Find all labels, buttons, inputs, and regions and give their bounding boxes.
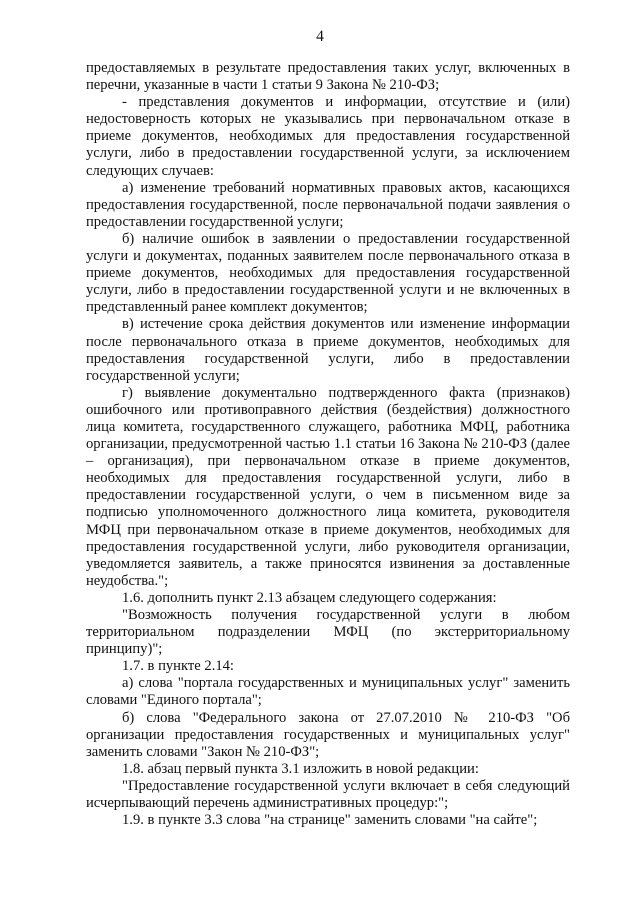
paragraph-quote-1-6: "Возможность получения государственной услуги в любом территориальном подразделении МФЦ (по экстерриториальному принципу)"; (86, 607, 570, 658)
document-body (86, 60, 570, 829)
paragraph-dash-item: - представления документов и информации, отсутствие и (или) недостоверность которых не указывались при первоначальном отказе в приеме документов, необходимых для предоставления государственной услуги, либо в предоставлении государственной услуги, за исключением следующих случаев: (86, 94, 570, 179)
paragraph-case-g: г) выявление документально подтвержденного факта (признаков) ошибочного или противоправного действия (бездействия) должностного лица комитета, государственного служащего, работника МФЦ, работника организации, предусмотренной частью 1.1 статьи 16 Закона № 210-ФЗ (далее – организация), при первоначальном отказе в приеме документов, необходимых для предоставления государственной услуги, либо в предоставлении государственной услуги, о чем в письменном виде за подписью уполномоченного должностного лица комитета, руководителя МФЦ при первоначальном отказе в приеме документов, необходимых для предоставления государственной услуги, либо руководителя организации, уведомляется заявитель, а также приносятся извинения за доставленные неудобства."; (86, 384, 570, 589)
page-number: 4 (316, 28, 324, 45)
paragraph-item-1-7: 1.7. в пункте 2.14: (122, 658, 234, 675)
paragraph-item-1-6: 1.6. дополнить пункт 2.13 абзацем следующего содержания: (122, 589, 497, 606)
paragraph-case-b: б) наличие ошибок в заявлении о предоставлении государственной услуги и документах, поданных заявителем после первоначального отказа в приеме документов, необходимых для предоставления государственной услуги, либо в предоставлении государственной услуги и не включенных в представленный ранее комплект документов; (86, 230, 570, 316)
paragraph-case-a: а) изменение требований нормативных правовых актов, касающихся предоставления государственной, после первоначальной подачи заявления о предоставлении государственной услуги; (86, 179, 570, 230)
paragraph-quote-1-8: "Предоставление государственной услуги включает в себя следующий исчерпывающий перечень административных процедур:"; (86, 777, 570, 812)
paragraph-item-1-8: 1.8. абзац первый пункта 3.1 изложить в новой редакции: (122, 760, 479, 777)
paragraph-case-v: в) истечение срока действия документов или изменение информации после первоначального отказа в приеме документов, необходимых для предоставления государственной услуги, либо в предоставлении государственной услуги; (86, 316, 570, 384)
paragraph-intro-continuation: предоставляемых в результате предоставления таких услуг, включенных в перечни, указанные в части 1 статьи 9 Закона № 210-ФЗ; (86, 60, 570, 94)
paragraph-item-1-7-a: а) слова "портала государственных и муниципальных услуг" заменить словами "Единого портала"; (86, 675, 570, 709)
paragraph-item-1-9: 1.9. в пункте 3.3 слова "на странице" заменить словами "на сайте"; (122, 812, 538, 829)
paragraph-item-1-7-b: б) слова "Федерального закона от 27.07.2010 № 210-ФЗ "Об организации предоставления государственных и муниципальных услуг" заменить словами "Закон № 210-ФЗ"; (86, 709, 570, 760)
